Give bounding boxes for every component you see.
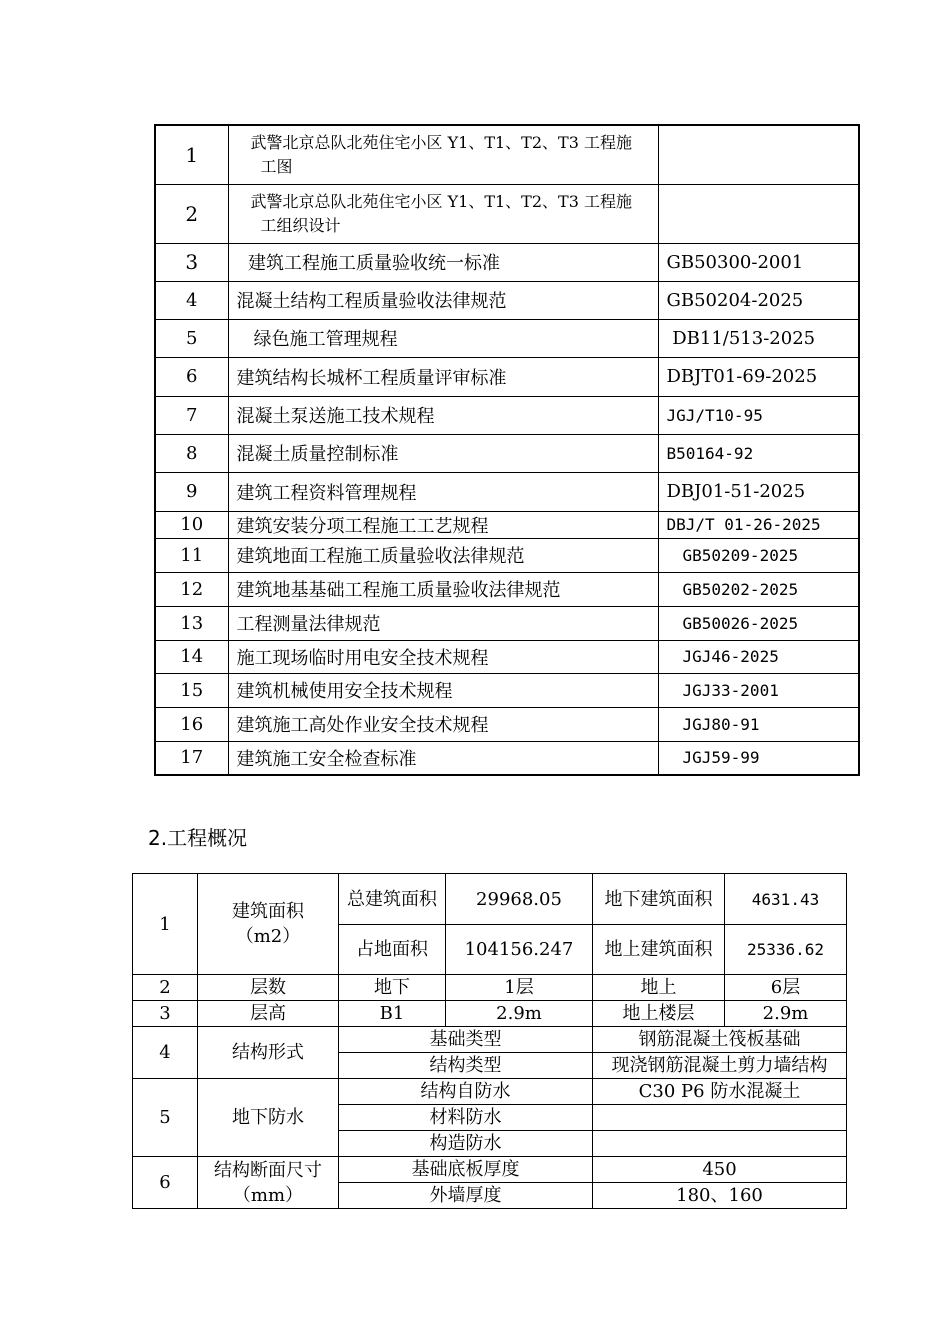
row-number: 1 [155,125,228,184]
cell-label: 外墙厚度 [339,1183,593,1209]
standard-code: JGJ59-99 [658,741,859,775]
cell-value: 钢筋混凝土筏板基础 [593,1027,847,1053]
cell-value: 25336.62 [725,925,847,975]
standard-code: JGJ/T10-95 [658,396,859,434]
standard-code: JGJ80-91 [658,707,859,741]
table-row [155,243,859,281]
row-number: 2 [155,184,228,243]
standard-name: 混凝土质量控制标准 [228,434,658,472]
standard-code: GB50209-2025 [658,538,859,572]
cell-label: 地下建筑面积 [593,874,725,925]
table-row [155,357,859,396]
cell-label: 总建筑面积 [339,874,446,925]
row-number: 6 [155,357,228,396]
standard-name-line: 武警北京总队北苑住宅小区 Y1、T1、T2、T3 工程施 [250,191,632,211]
row-number: 17 [155,741,228,775]
cell-label: 地上建筑面积 [593,925,725,975]
cell-label: 结构类型 [339,1053,593,1079]
table-row [155,319,859,357]
cell-value: 104156.247 [446,925,593,975]
standard-code: GB50026-2025 [658,606,859,640]
row-label: 地下防水 [198,1079,339,1157]
table-row [155,538,859,572]
standard-code: B50164-92 [658,434,859,472]
standard-code: GB50202-2025 [658,572,859,606]
standard-name [228,184,658,243]
standard-code: GB50300-2001 [658,243,859,281]
section-heading: 2.工程概况 [148,826,248,850]
table-row [155,396,859,434]
row-number: 10 [155,511,228,538]
table-row [155,511,859,538]
standard-code: DBJ/T 01-26-2025 [658,511,859,538]
cell-value: 180、160 [593,1183,847,1209]
table-row [155,281,859,319]
row-label: 层数 [198,975,339,1001]
row-number: 5 [133,1079,198,1157]
row-number: 4 [133,1027,198,1079]
row-number: 16 [155,707,228,741]
cell-label: 基础底板厚度 [339,1157,593,1183]
cell-label: 基础类型 [339,1027,593,1053]
row-number: 11 [155,538,228,572]
standard-code [658,125,859,184]
row-label: 结构断面尺寸 （mm） [198,1157,339,1209]
cell-value: 现浇钢筋混凝土剪力墙结构 [593,1053,847,1079]
row-number: 13 [155,606,228,640]
standards-table [154,124,860,776]
table-row [155,741,859,775]
cell-value: 29968.05 [446,874,593,925]
cell-value: 1层 [446,975,593,1001]
row-number: 3 [155,243,228,281]
row-number: 5 [155,319,228,357]
row-label: 层高 [198,1001,339,1027]
cell-label: 结构自防水 [339,1079,593,1105]
standard-name-line: 工图 [260,156,293,176]
table-row [155,640,859,673]
cell-value [593,1131,847,1157]
row-label: 结构形式 [198,1027,339,1079]
row-number: 15 [155,673,228,707]
table-row [155,673,859,707]
standard-name-line: 工组织设计 [260,215,341,235]
cell-label: 地下 [339,975,446,1001]
standard-code: DB11/513-2025 [658,319,859,357]
standard-name: 建筑工程资料管理规程 [228,472,658,511]
standard-code: GB50204-2025 [658,281,859,319]
cell-label: B1 [339,1001,446,1027]
table-row [155,184,859,243]
standard-name: 混凝土结构工程质量验收法律规范 [228,281,658,319]
cell-value: C30 P6 防水混凝土 [593,1079,847,1105]
standard-name-line: 武警北京总队北苑住宅小区 Y1、T1、T2、T3 工程施 [250,132,632,152]
standard-name: 建筑施工高处作业安全技术规程 [228,707,658,741]
cell-value: 2.9m [446,1001,593,1027]
standard-code: DBJT01-69-2025 [658,357,859,396]
cell-value: 6层 [725,975,847,1001]
row-number: 14 [155,640,228,673]
cell-value: 2.9m [725,1001,847,1027]
standard-code [658,184,859,243]
standard-name: 建筑地面工程施工质量验收法律规范 [228,538,658,572]
row-number: 1 [133,874,198,975]
row-number: 8 [155,434,228,472]
cell-label: 占地面积 [339,925,446,975]
cell-label: 材料防水 [339,1105,593,1131]
row-number: 2 [133,975,198,1001]
standard-name: 绿色施工管理规程 [228,319,658,357]
cell-label: 构造防水 [339,1131,593,1157]
project-overview-table [132,873,847,1209]
cell-value [593,1105,847,1131]
standard-name: 建筑安装分项工程施工工艺规程 [228,511,658,538]
standard-name: 建筑结构长城杯工程质量评审标准 [228,357,658,396]
cell-label: 地上楼层 [593,1001,725,1027]
standard-code: JGJ46-2025 [658,640,859,673]
row-number: 3 [133,1001,198,1027]
table-row [155,572,859,606]
cell-label: 地上 [593,975,725,1001]
row-number: 7 [155,396,228,434]
table-row [155,472,859,511]
standard-name: 建筑工程施工质量验收统一标准 [228,243,658,281]
standard-code: JGJ33-2001 [658,673,859,707]
standard-name: 施工现场临时用电安全技术规程 [228,640,658,673]
standard-name: 建筑施工安全检查标准 [228,741,658,775]
table-row [155,434,859,472]
standard-name: 工程测量法律规范 [228,606,658,640]
row-number: 6 [133,1157,198,1209]
standard-name: 建筑机械使用安全技术规程 [228,673,658,707]
table-row [155,125,859,184]
table-row [155,606,859,640]
row-number: 12 [155,572,228,606]
standard-name [228,125,658,184]
standard-code: DBJ01-51-2025 [658,472,859,511]
row-number: 4 [155,281,228,319]
table-row [155,707,859,741]
standard-name: 混凝土泵送施工技术规程 [228,396,658,434]
row-label: 建筑面积 （m2） [198,874,339,975]
standard-name: 建筑地基基础工程施工质量验收法律规范 [228,572,658,606]
row-number: 9 [155,472,228,511]
cell-value: 4631.43 [725,874,847,925]
cell-value: 450 [593,1157,847,1183]
